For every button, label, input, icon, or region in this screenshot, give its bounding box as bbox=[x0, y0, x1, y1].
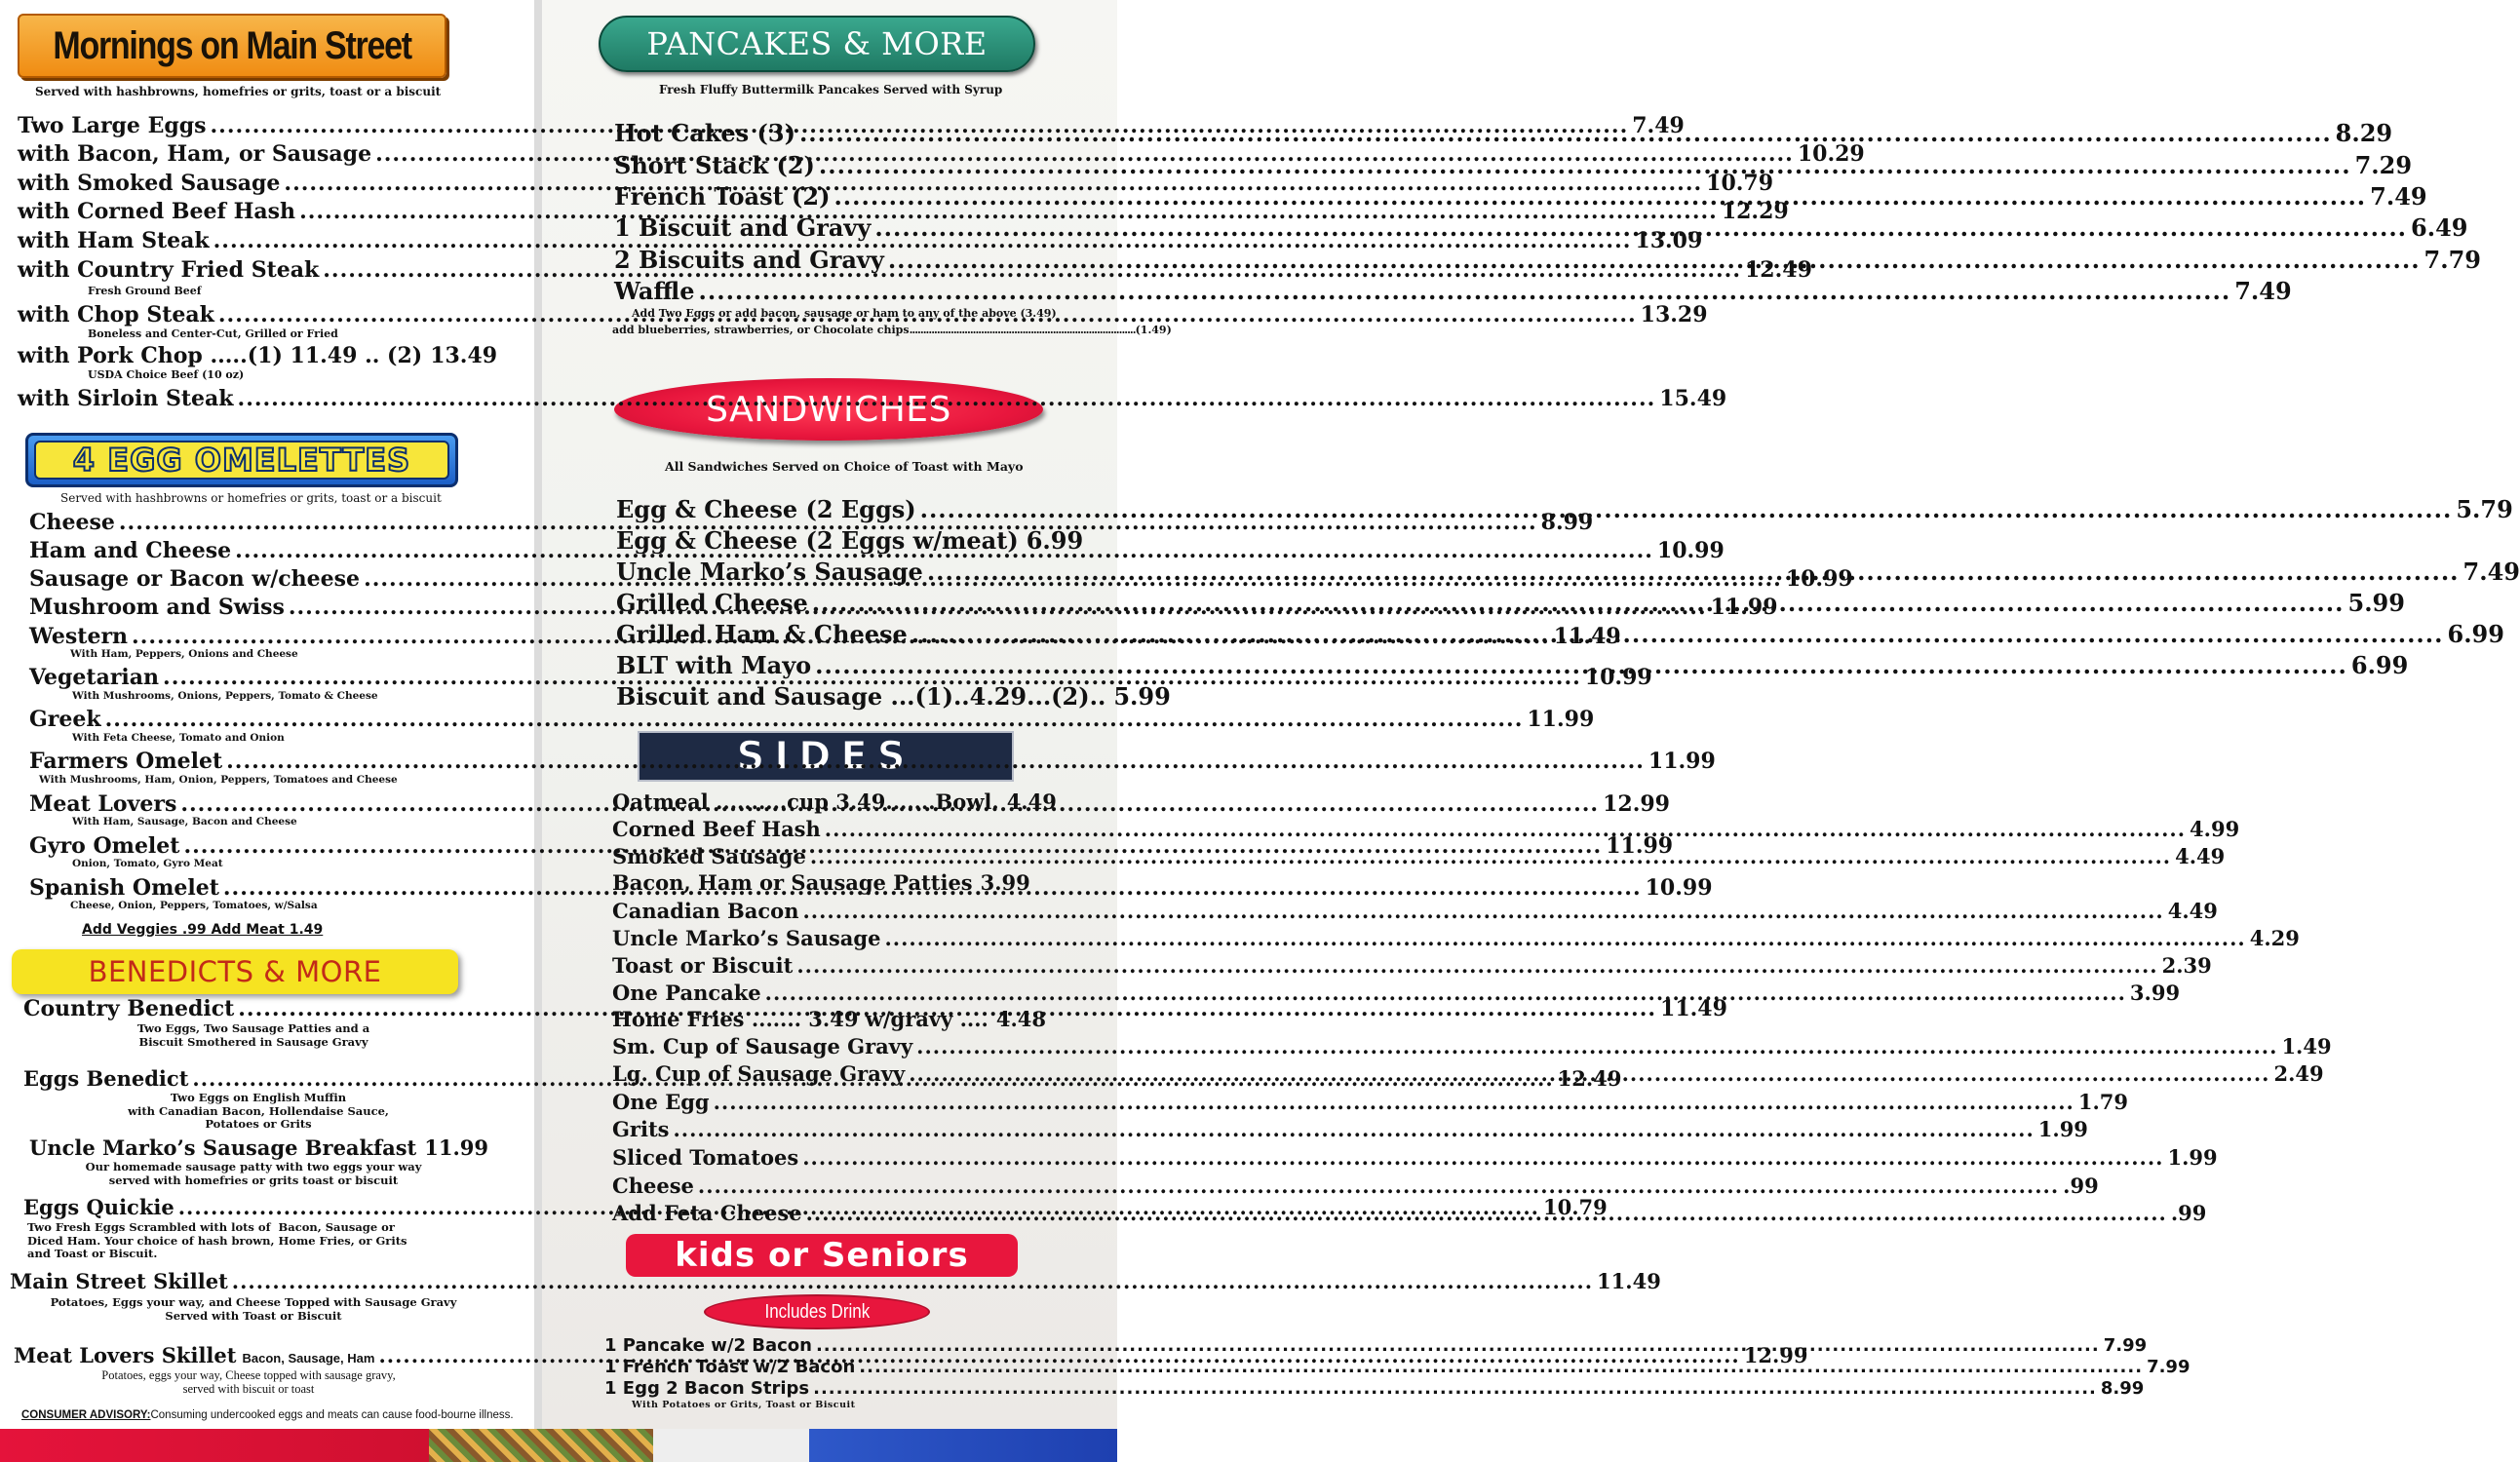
sides-item-dots bbox=[825, 817, 2186, 841]
sides-item-price: 1.99 bbox=[2167, 1145, 2218, 1170]
omelettes-item-note: Cheese, Onion, Peppers, Tomatoes, w/Salsa bbox=[70, 900, 318, 911]
benedicts-item-name: Eggs Quickie bbox=[23, 1195, 174, 1219]
advisory-label: CONSUMER ADVISORY: bbox=[21, 1409, 151, 1421]
pancakes-item-dots bbox=[888, 246, 2421, 274]
mornings-item-name: with Bacon, Ham, or Sausage bbox=[18, 141, 372, 167]
pancakes-item bbox=[614, 277, 2292, 305]
omelettes-item bbox=[29, 707, 1595, 732]
sandwiches-item-name: Egg & Cheese (2 Eggs w/meat) bbox=[616, 526, 1019, 555]
mornings-item-note: Boneless and Center-Cut, Grilled or Fried bbox=[88, 327, 338, 340]
benedicts-item-name: Eggs Benedict bbox=[23, 1066, 189, 1091]
omelettes-item-price: 10.99 bbox=[1584, 665, 1652, 690]
sides-item bbox=[612, 1007, 1046, 1031]
sides-item-name: Grits bbox=[612, 1117, 670, 1141]
sides-item bbox=[612, 870, 1030, 895]
omelettes-item-name: Vegetarian bbox=[29, 665, 160, 690]
sides-item-price: 3.99 bbox=[2129, 981, 2181, 1005]
sandwiches-item bbox=[616, 526, 1084, 555]
bottom-strip-white bbox=[653, 1429, 809, 1462]
sides-item bbox=[612, 899, 2218, 923]
omelettes-title: 4 EGG OMELETTES bbox=[72, 442, 411, 479]
sandwiches-item-dots bbox=[927, 558, 2460, 586]
sides-title: SIDES bbox=[736, 734, 915, 779]
omelettes-item-name: Spanish Omelet bbox=[29, 875, 219, 901]
benedicts-item-price: 10.79 bbox=[1543, 1195, 1608, 1219]
sandwiches-item-dots bbox=[911, 620, 2444, 648]
mornings-item-price: 7.49 bbox=[1632, 113, 1685, 138]
sides-item-price: 4.49 bbox=[1006, 789, 1057, 814]
pancakes-item-name: 1 Biscuit and Gravy bbox=[614, 213, 872, 242]
mornings-title: Mornings on Main Street bbox=[53, 23, 411, 67]
bottom-decorative-strip bbox=[0, 1429, 1117, 1462]
sides-item-price: 3.99 bbox=[980, 870, 1030, 895]
benedicts-item-price: 11.49 bbox=[1597, 1269, 1661, 1293]
kids-item-dots bbox=[813, 1378, 2097, 1399]
omelettes-item-price: 12.99 bbox=[1603, 791, 1670, 817]
mornings-item-name: with Chop Steak bbox=[18, 302, 214, 327]
benedicts-item-note: Two Eggs, Two Sausage Patties and a Biscuit Smothered in Sausage Gravy bbox=[136, 1021, 370, 1049]
kids-title: kids or Seniors bbox=[675, 1236, 969, 1275]
omelettes-item-price: 11.49 bbox=[1553, 624, 1621, 649]
sides-item-name: Oatmeal ..........cup 3.49.......Bowl. bbox=[612, 789, 999, 814]
sandwiches-item-name: BLT with Mayo bbox=[616, 651, 812, 679]
pancakes-item-name: 2 Biscuits and Gravy bbox=[614, 246, 884, 274]
mornings-item-price: 12.49 bbox=[1745, 257, 1812, 283]
benedicts-banner bbox=[12, 949, 458, 994]
sandwiches-item-price: 5.99 bbox=[1113, 682, 1171, 711]
mornings-item-price: 10.79 bbox=[1706, 171, 1774, 196]
mornings-item-price: 12.29 bbox=[1721, 199, 1789, 224]
kids-badge bbox=[704, 1294, 930, 1329]
sides-item-price: 4.99 bbox=[2190, 817, 2240, 841]
pancakes-item-dots bbox=[819, 151, 2351, 179]
sandwiches-item-name: Egg & Cheese (2 Eggs) bbox=[616, 495, 916, 523]
omelettes-item-price: 10.99 bbox=[1785, 566, 1853, 592]
pancakes-item-name: Short Stack (2) bbox=[614, 151, 815, 179]
mornings-subtitle: Served with hashbrowns, homefries or grits, toast or a biscuit bbox=[35, 85, 442, 98]
omelettes-item-name: Mushroom and Swiss bbox=[29, 595, 285, 620]
pancakes-item-dots bbox=[874, 213, 2407, 242]
omelettes-item-note: With Ham, Peppers, Onions and Cheese bbox=[70, 648, 298, 660]
omelettes-item-note: With Feta Cheese, Tomato and Onion bbox=[72, 732, 285, 744]
omelettes-item-name: Sausage or Bacon w/cheese bbox=[29, 566, 361, 592]
sides-item bbox=[612, 817, 2240, 841]
sides-item-name: Sm. Cup of Sausage Gravy bbox=[612, 1034, 913, 1058]
kids-item-price: 8.99 bbox=[2100, 1378, 2145, 1399]
mornings-item-price: 13.49 bbox=[430, 343, 498, 368]
omelettes-item-note: With Mushrooms, Ham, Onion, Peppers, Tomatoes and Cheese bbox=[39, 774, 398, 786]
sides-item bbox=[612, 1117, 2088, 1141]
kids-item bbox=[604, 1378, 2145, 1399]
pancakes-note-addons: Add Two Eggs or add bacon, sausage or ham to any of the above (3.49) bbox=[632, 307, 1057, 320]
omelettes-item-name: Western bbox=[29, 624, 129, 649]
sandwiches-item-price: 6.99 bbox=[1026, 526, 1084, 555]
pancakes-item-dots bbox=[699, 277, 2231, 305]
omelettes-item-price: 10.99 bbox=[1656, 538, 1725, 563]
sides-item-name: Toast or Biscuit bbox=[612, 953, 794, 978]
sides-item-dots bbox=[884, 926, 2245, 950]
mornings-item-name: with Ham Steak bbox=[18, 228, 210, 253]
sides-item-price: 1.99 bbox=[2037, 1117, 2088, 1141]
sides-item-name: One Egg bbox=[612, 1090, 710, 1114]
bottom-strip-blue bbox=[809, 1429, 1117, 1462]
sides-item-dots bbox=[698, 1173, 2059, 1198]
omelettes-subtitle: Served with hashbrowns or homefries or grits, toast or a biscuit bbox=[60, 491, 442, 505]
mornings-banner bbox=[18, 14, 446, 78]
benedicts-item bbox=[29, 1135, 489, 1160]
sandwiches-item-dots bbox=[815, 651, 2347, 679]
sides-item-dots bbox=[674, 1117, 2035, 1141]
kids-item-dots bbox=[816, 1335, 2100, 1356]
sides-item-name: Home Fries ....... 3.49 w/gravy .... bbox=[612, 1007, 989, 1031]
sides-item-price: .99 bbox=[2063, 1173, 2099, 1198]
sides-item-name: Add Feta Cheese bbox=[612, 1201, 802, 1225]
sides-item-price: 2.39 bbox=[2161, 953, 2212, 978]
mornings-item-name: Two Large Eggs bbox=[18, 113, 207, 138]
mornings-item-name: with Smoked Sausage bbox=[18, 171, 281, 196]
mornings-item-note: Fresh Ground Beef bbox=[88, 285, 202, 297]
kids-item-name: 1 Egg 2 Bacon Strips bbox=[604, 1378, 810, 1399]
omelettes-item bbox=[29, 510, 1594, 535]
omelettes-item-price: 11.99 bbox=[1527, 707, 1595, 732]
pancakes-title: PANCAKES & MORE bbox=[646, 25, 988, 62]
mornings-item bbox=[18, 343, 498, 368]
mornings-item-dots bbox=[218, 302, 1637, 327]
sides-item-dots bbox=[916, 1034, 2277, 1058]
omelettes-item-note: With Mushrooms, Onions, Peppers, Tomato & Cheese bbox=[72, 690, 378, 702]
sandwiches-item-name: Grilled Cheese bbox=[616, 589, 808, 617]
pancakes-item-name: French Toast (2) bbox=[614, 182, 831, 211]
kids-note: With Potatoes or Grits, Toast or Biscuit bbox=[632, 1400, 856, 1410]
sides-item-price: 4.49 bbox=[2175, 844, 2226, 868]
mornings-item-name: with Country Fried Steak bbox=[18, 257, 320, 283]
sandwiches-item-name: Grilled Ham & Cheese bbox=[616, 620, 908, 648]
omelettes-item-price: 10.99 bbox=[1645, 875, 1713, 901]
sandwiches-item-price: 6.99 bbox=[2350, 651, 2409, 679]
bottom-strip-red bbox=[0, 1429, 429, 1462]
sides-item-price: 4.49 bbox=[2167, 899, 2218, 923]
benedicts-item-note: Two Fresh Eggs Scrambled with lots of Bacon, Sausage or Diced Ham. Your choice of hash brown, Home Fries, or Grits and Toast or Biscuit. bbox=[27, 1220, 407, 1260]
sandwiches-item-price: 5.79 bbox=[2456, 495, 2513, 523]
benedicts-item-note: Our homemade sausage patty with two eggs your way served with homefries or grits toast or biscuit bbox=[85, 1160, 422, 1187]
benedicts-item-note: Two Eggs on English Muffin with Canadian Bacon, Hollendaise Sauce, Potatoes or Grits bbox=[128, 1091, 389, 1131]
pancakes-item-price: 7.49 bbox=[2234, 277, 2292, 305]
sandwiches-item-price: 5.99 bbox=[2347, 589, 2405, 617]
mornings-item-note: USDA Choice Beef (10 oz) bbox=[88, 368, 245, 381]
benedicts-item-name: Country Benedict bbox=[23, 996, 235, 1021]
sandwiches-item-name: Uncle Marko’s Sausage bbox=[616, 558, 923, 586]
sides-item bbox=[612, 789, 1057, 814]
kids-item bbox=[604, 1357, 2190, 1377]
benedicts-item-name: Meat Lovers Skillet bbox=[14, 1343, 237, 1367]
benedicts-item-dots bbox=[232, 1269, 1593, 1293]
pancakes-item-price: 7.49 bbox=[2370, 182, 2427, 211]
consumer-advisory bbox=[21, 1409, 514, 1421]
mornings-item-name: with Pork Chop .....(1) 11.49 .. (2) bbox=[18, 343, 423, 368]
sides-item-dots bbox=[806, 1201, 2167, 1225]
sandwiches-item bbox=[616, 682, 1171, 711]
omelettes-item-price: 11.99 bbox=[1648, 749, 1716, 774]
omelettes-item-price: 11.99 bbox=[1710, 595, 1778, 620]
mornings-item-price: 15.49 bbox=[1659, 386, 1727, 411]
pancakes-item-dots bbox=[799, 119, 2332, 147]
sides-item-name: Lg. Cup of Sausage Gravy bbox=[612, 1061, 906, 1086]
mornings-item-price: 10.29 bbox=[1797, 141, 1865, 167]
pancakes-note-fruit-price: (1.49) bbox=[1135, 324, 1172, 336]
pancakes-item-price: 8.29 bbox=[2335, 119, 2393, 147]
sides-item bbox=[612, 1145, 2218, 1170]
omelettes-banner bbox=[25, 433, 458, 487]
benedicts-item-price: 11.99 bbox=[424, 1135, 489, 1160]
benedicts-item-price: 11.49 bbox=[1660, 996, 1727, 1021]
benedicts-item-name: Main Street Skillet bbox=[10, 1269, 228, 1293]
mornings-item-dots bbox=[238, 386, 1656, 411]
pancakes-item-dots bbox=[834, 182, 2366, 211]
omelettes-item-name: Meat Lovers bbox=[29, 791, 177, 817]
pancakes-item-price: 6.49 bbox=[2411, 213, 2468, 242]
sandwiches-title: SANDWICHES bbox=[706, 389, 951, 430]
benedicts-item-name: Uncle Marko’s Sausage Breakfast bbox=[29, 1135, 417, 1160]
omelettes-item-dots bbox=[226, 749, 1645, 774]
kids-item-name: 1 Pancake w/2 Bacon bbox=[604, 1335, 812, 1356]
pancakes-note-dots: .................................................................................. bbox=[909, 324, 1136, 336]
benedicts-item-price: 12.49 bbox=[1557, 1066, 1622, 1091]
kids-item-dots bbox=[859, 1357, 2143, 1377]
sides-item bbox=[612, 953, 2212, 978]
sides-item-name: Bacon, Ham or Sausage Patties bbox=[612, 870, 973, 895]
omelettes-item-price: 11.99 bbox=[1606, 833, 1674, 859]
sides-item-name: Canadian Bacon bbox=[612, 899, 799, 923]
benedicts-item-inline: Bacon, Sausage, Ham bbox=[242, 1351, 375, 1366]
omelettes-item-name: Ham and Cheese bbox=[29, 538, 232, 563]
omelettes-item-name: Farmers Omelet bbox=[29, 749, 223, 774]
mornings-item bbox=[18, 171, 1774, 196]
benedicts-item-price: 12.99 bbox=[1743, 1343, 1808, 1367]
sides-item bbox=[612, 1173, 2099, 1198]
benedicts-item bbox=[10, 1269, 1661, 1293]
sides-item-price: 4.29 bbox=[2249, 926, 2300, 950]
pancakes-banner bbox=[599, 16, 1035, 72]
benedicts-item-note: Potatoes, eggs your way, Cheese topped with sausage gravy, served with biscuit or toast bbox=[101, 1368, 396, 1396]
kids-item-name: 1 French Toast w/2 Bacon bbox=[604, 1357, 856, 1377]
mornings-item-price: 13.29 bbox=[1640, 302, 1708, 327]
sides-item-dots bbox=[802, 1145, 2163, 1170]
sides-item-dots bbox=[765, 981, 2126, 1005]
advisory-text: Consuming undercooked eggs and meats can cause food-bourne illness. bbox=[150, 1409, 514, 1421]
sides-item-name: Uncle Marko’s Sausage bbox=[612, 926, 881, 950]
sides-item-price: .99 bbox=[2170, 1201, 2207, 1225]
sides-item-name: Corned Beef Hash bbox=[612, 817, 821, 841]
sandwiches-item-name: Biscuit and Sausage ...(1)..4.29...(2).. bbox=[616, 682, 1106, 711]
sides-item bbox=[612, 1090, 2129, 1114]
sides-item-name: Cheese bbox=[612, 1173, 694, 1198]
sandwiches-item-dots bbox=[812, 589, 2345, 617]
sides-item-name: Smoked Sausage bbox=[612, 844, 806, 868]
pancakes-item-price: 7.29 bbox=[2354, 151, 2413, 179]
sides-item-dots bbox=[796, 953, 2157, 978]
sides-item-price: 1.79 bbox=[2077, 1090, 2129, 1114]
sides-item-price: 1.49 bbox=[2281, 1034, 2332, 1058]
mornings-item-name: with Corned Beef Hash bbox=[18, 199, 296, 224]
omelettes-item-name: Gyro Omelet bbox=[29, 833, 180, 859]
sides-item-price: 2.49 bbox=[2273, 1061, 2324, 1086]
mornings-item bbox=[18, 228, 1703, 253]
sides-item-name: Sliced Tomatoes bbox=[612, 1145, 799, 1170]
pancakes-note-fruit-text: add blueberries, strawberries, or Chocolate chips bbox=[612, 324, 910, 336]
mornings-item-price: 13.09 bbox=[1635, 228, 1703, 253]
sandwiches-subtitle: All Sandwiches Served on Choice of Toast with Mayo bbox=[665, 459, 1024, 474]
kids-item-price: 7.99 bbox=[2103, 1335, 2148, 1356]
omelettes-item-note: With Ham, Sausage, Bacon and Cheese bbox=[72, 816, 297, 827]
sides-item-price: 4.48 bbox=[995, 1007, 1046, 1031]
omelettes-addons: Add Veggies .99 Add Meat 1.49 bbox=[82, 922, 324, 938]
sides-item-name: One Pancake bbox=[612, 981, 761, 1005]
sandwiches-item-price: 7.49 bbox=[2462, 558, 2520, 586]
mornings-item bbox=[18, 199, 1789, 224]
benedicts-title: BENEDICTS & MORE bbox=[88, 955, 382, 988]
omelettes-item-name: Greek bbox=[29, 707, 101, 732]
mornings-item-name: with Sirloin Steak bbox=[18, 386, 234, 411]
omelettes-item-note: Onion, Tomato, Gyro Meat bbox=[72, 858, 223, 869]
omelettes-item-name: Cheese bbox=[29, 510, 115, 535]
sandwiches-item-price: 6.99 bbox=[2447, 620, 2504, 648]
sandwiches-item-dots bbox=[920, 495, 2453, 523]
sides-item bbox=[612, 981, 2181, 1005]
sides-item-dots bbox=[714, 1090, 2074, 1114]
sides-item-dots bbox=[810, 844, 2171, 868]
bottom-strip-floral bbox=[429, 1429, 653, 1462]
kids-badge-text: Includes Drink bbox=[764, 1300, 870, 1323]
kids-item-price: 7.99 bbox=[2147, 1357, 2190, 1377]
omelettes-item-price: 8.99 bbox=[1540, 510, 1594, 535]
benedicts-item-note: Potatoes, Eggs your way, and Cheese Topped with Sausage Gravy Served with Toast or Biscuit bbox=[50, 1295, 457, 1323]
pancakes-item-name: Hot Cakes (3) bbox=[614, 119, 795, 147]
sides-item-dots bbox=[909, 1061, 2269, 1086]
pancakes-item-name: Waffle bbox=[614, 277, 695, 305]
pancakes-subtitle: Fresh Fluffy Buttermilk Pancakes Served with Syrup bbox=[659, 83, 1003, 96]
sides-item-dots bbox=[802, 899, 2163, 923]
pancakes-item-price: 7.79 bbox=[2423, 246, 2481, 274]
sides-item bbox=[612, 1034, 2332, 1058]
sides-item bbox=[612, 926, 2300, 950]
